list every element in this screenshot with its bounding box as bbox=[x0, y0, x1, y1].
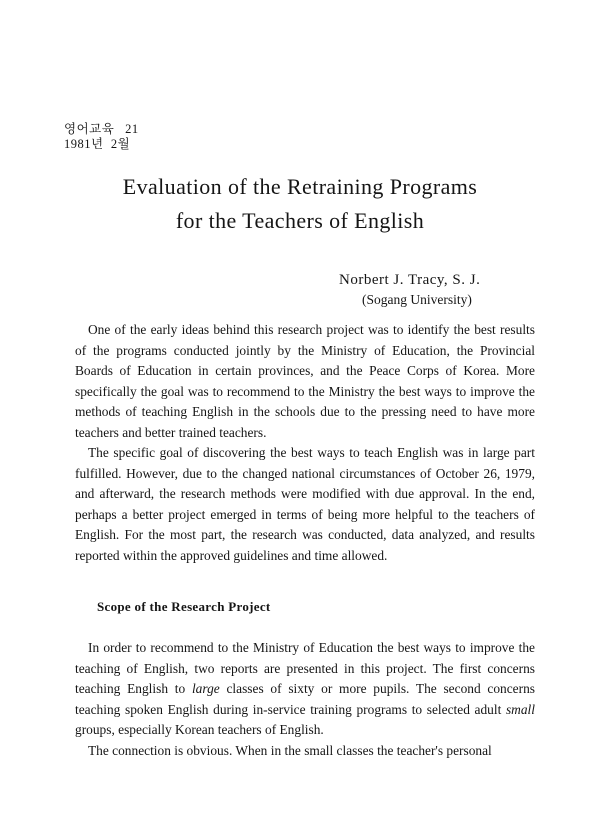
text-run: In order to recommend to the Ministry of Education the best ways to improve the teaching of English, two reports are presented in this project. The first concerns teaching English to bbox=[75, 640, 535, 696]
emphasis-small: small bbox=[505, 701, 535, 717]
paragraph: The connection is obvious. When in the small classes the teacher's personal bbox=[88, 742, 492, 758]
author-affiliation: (Sogang University) bbox=[362, 292, 472, 307]
section-text bbox=[75, 638, 535, 761]
author-block bbox=[320, 270, 560, 310]
journal-name-volume: 영어교육 21 bbox=[64, 122, 139, 136]
journal-info bbox=[64, 122, 139, 152]
section-heading: Scope of the Research Project bbox=[97, 599, 271, 614]
paper-title bbox=[0, 170, 600, 238]
text-run: groups, especially Korean teachers of English. bbox=[75, 722, 324, 737]
paragraph: One of the early ideas behind this research project was to identify the best results of the programs conducted jointly by the Ministry of Education, the Provincial Boards of Education in certain provinces, and the Peace Corps of Korea. More specifically the goal was to recommend to the Ministry the best ways to improve the methods of teaching English in the schools due to the pressing need to have more teachers and better trained teachers. bbox=[75, 322, 535, 440]
paragraph bbox=[75, 638, 535, 741]
text-run: classes of sixty or more pupils. The second concerns teaching spoken English during in-service training programs to selected adult bbox=[75, 681, 535, 717]
title-line-1: Evaluation of the Retraining Programs bbox=[122, 174, 478, 199]
paragraph: The specific goal of discovering the best ways to teach English was in large part fulfilled. However, due to the changed national circumstances of October 26, 1979, and afterward, the research methods were modified with due approval. In the end, perhaps a better project emerged in terms of being more helpful to the teachers of English. For the most part, the research was conducted, data analyzed, and results reported within the approved guidelines and time allowed. bbox=[75, 445, 535, 563]
journal-date: 1981년 2월 bbox=[64, 137, 131, 151]
author-name: Norbert J. Tracy, S. J. bbox=[339, 272, 481, 288]
introduction-text bbox=[75, 320, 535, 566]
emphasis-large: large bbox=[191, 681, 220, 696]
title-line-2: for the Teachers of English bbox=[175, 208, 425, 233]
